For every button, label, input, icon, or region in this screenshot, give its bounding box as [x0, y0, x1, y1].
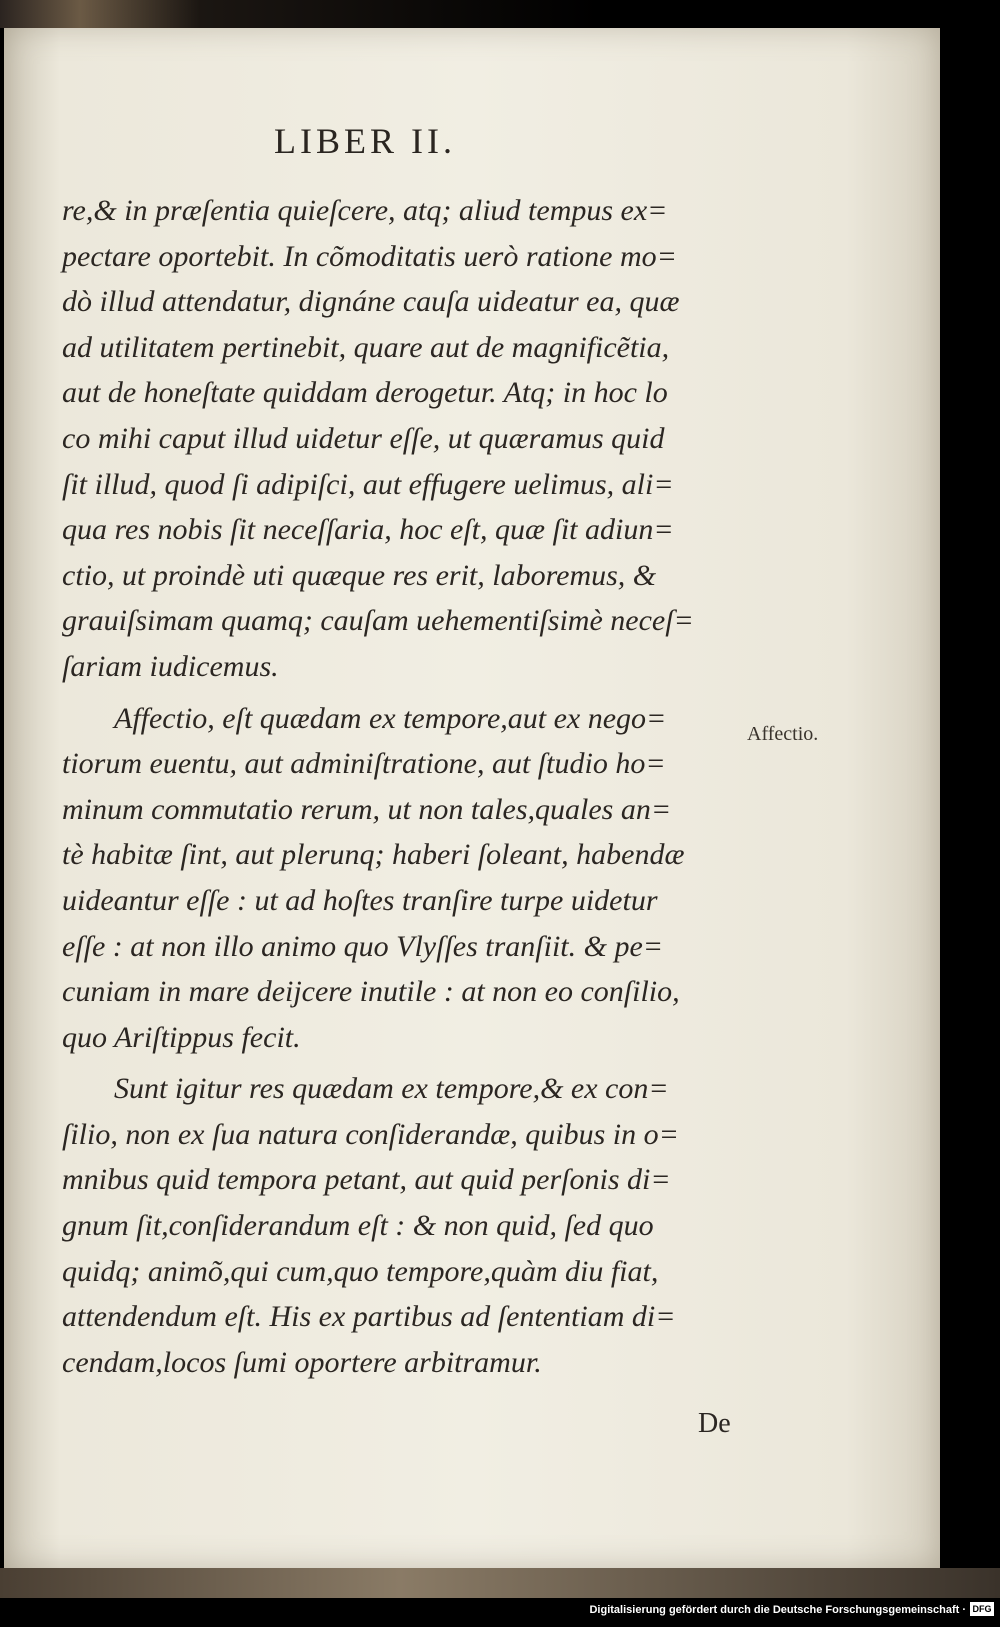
text-line: quidq; animõ,qui cum,quo tempore,quàm diu fiat,	[62, 1254, 659, 1288]
digitization-credit: Digitalisierung gefördert durch die Deutsche Forschungsgemeinschaft ·	[589, 1604, 966, 1616]
text-line: Sunt igitur res quædam ex tempore,& ex con=	[114, 1072, 669, 1106]
text-line: qua res nobis ſit neceſſaria, hoc eſt, quæ ſit adiun=	[62, 513, 674, 547]
margin-note: Affectio.	[747, 723, 819, 745]
text-line: tiorum euentu, aut adminiſtratione, aut ſtudio ho=	[62, 747, 666, 781]
text-line: cuniam in mare deijcere inutile : at non eo conſilio,	[62, 975, 680, 1009]
text-line: tè habitæ ſint, aut plerunq; haberi ſoleant, habendæ	[62, 838, 685, 872]
text-line: ſit illud, quod ſi adipiſci, aut effugere uelimus, ali=	[62, 467, 674, 501]
text-line: co mihi caput illud uidetur eſſe, ut quæramus quid	[62, 421, 665, 455]
book-page	[4, 28, 940, 1568]
text-line: pectare oportebit. In cõmoditatis uerò ratione mo=	[62, 239, 677, 273]
text-line: ſilio, non ex ſua natura conſiderandæ, quibus in o=	[62, 1117, 679, 1151]
running-title: LIBER II.	[274, 121, 456, 161]
page-text	[62, 188, 742, 1385]
text-line: grauiſsimam quamq; cauſam uehementiſsimè neceſ=	[62, 604, 694, 638]
text-line: dò illud attendatur, dignáne cauſa uideatur ea, quæ	[62, 285, 680, 319]
text-line: eſſe : at non illo animo quo Vlyſſes tranſiit. & pe=	[62, 929, 664, 963]
text-line: cendam,locos ſumi oportere arbitramur.	[62, 1345, 542, 1379]
text-line: re,& in præſentia quieſcere, atq; aliud tempus ex=	[62, 194, 668, 227]
text-line: quo Ariſtippus fecit.	[62, 1020, 301, 1054]
text-line: attendendum eſt. His ex partibus ad ſententiam di=	[62, 1300, 676, 1334]
text-line: ad utilitatem pertinebit, quare aut de magnificẽtia,	[62, 330, 670, 364]
catchword: De	[698, 1408, 731, 1439]
text-line: minum commutatio rerum, ut non tales,quales an=	[62, 792, 672, 826]
text-line: ſariam iudicemus.	[62, 649, 279, 683]
text-line: gnum ſit,conſiderandum eſt : & non quid, ſed quo	[62, 1209, 654, 1243]
text-line: ctio, ut proindè uti quæque res erit, laboremus, &	[62, 558, 657, 592]
text-line: mnibus quid tempora petant, aut quid perſonis di=	[62, 1163, 671, 1197]
text-line: Affectio, eſt quædam ex tempore,aut ex nego=	[114, 701, 667, 735]
book-edge-bottom	[0, 1568, 1000, 1598]
book-edge-top	[0, 0, 1000, 28]
text-line: uideantur eſſe : ut ad hoſtes tranſire turpe uidetur	[62, 883, 658, 917]
dfg-logo: DFG	[970, 1602, 994, 1616]
text-line: aut de honeſtate quiddam derogetur. Atq; in hoc lo	[62, 376, 668, 410]
